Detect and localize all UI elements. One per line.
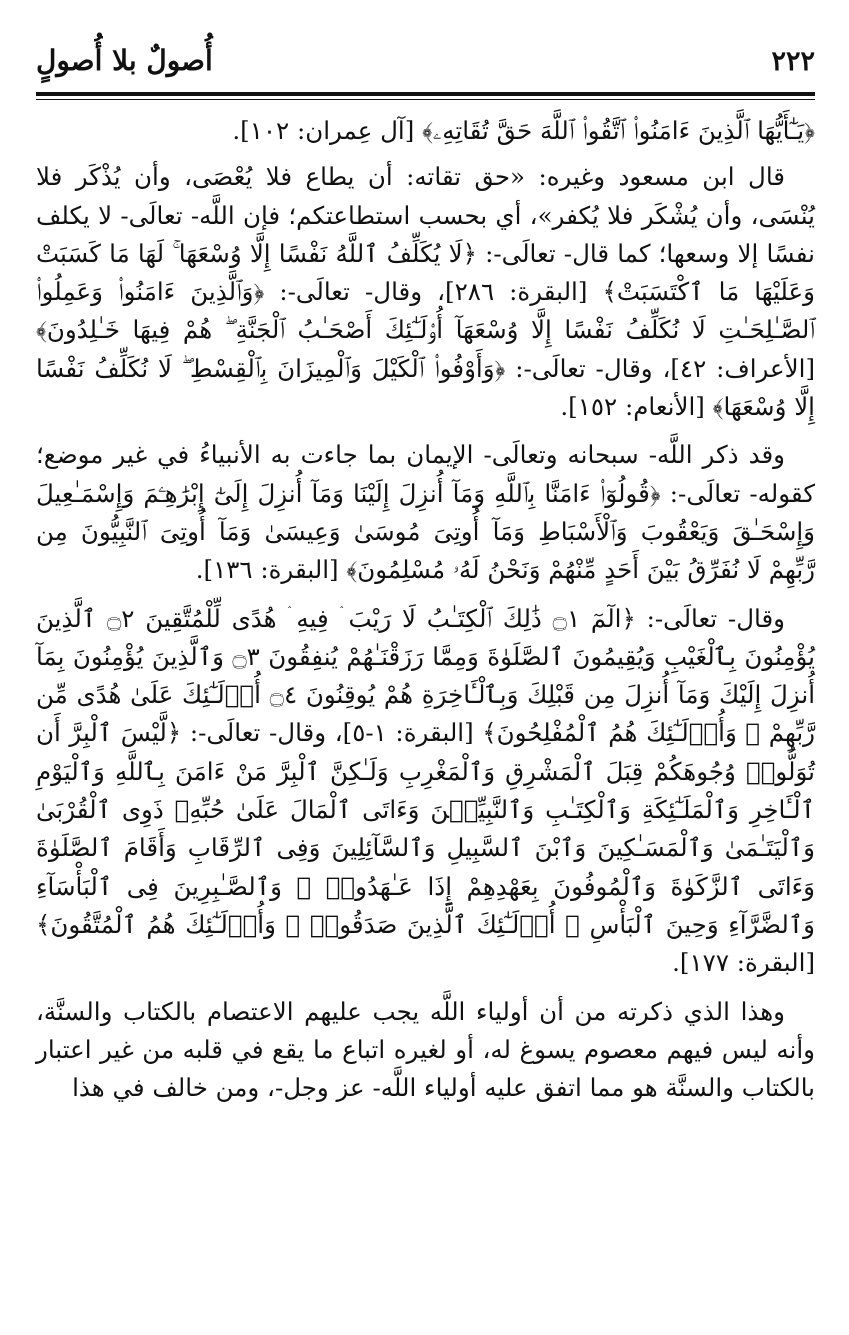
- page-number: ٢٢٢: [771, 46, 815, 77]
- paragraph-5: وهذا الذي ذكرته من أن أولياء اللَّه يجب عليهم الاعتصام بالكتاب والسنَّة، وأنه ليس فيهم معصوم يسوغ له، أو لغيره اتباع ما يقع في قلبه من غير اعتبار بالكتاب والسنَّة هو مما اتفق عليه أولياء اللَّه- عز وجل-، ومن خالف في هذا: [36, 996, 815, 1103]
- paragraph-4: وقال- تعالَى-: ﴿الٓمٓ ۝١ ذَٰلِكَ ٱلْكِتَـٰبُ لَا رَيْبَ ۛ فِيهِ ۛ هُدًى لِّلْمُتَّقِينَ ۝٢ ٱلَّذِينَ يُؤْمِنُونَ بِٱلْغَيْبِ وَيُقِيمُونَ ٱلصَّلَوٰةَ وَمِمَّا رَزَقْنَـٰهُمْ يُنفِقُونَ ۝٣ وَٱلَّذِينَ يُؤْمِنُونَ بِمَآ أُنزِلَ إِلَيْكَ وَمَآ أُنزِلَ مِن قَبْلِكَ وَبِٱلْـَٔاخِرَةِ هُمْ يُوقِنُونَ ۝٤ أُو۟لَـٰٓئِكَ عَلَىٰ هُدًى مِّن رَّبِّهِمْ ۖ وَأُو۟لَـٰٓئِكَ هُمُ ٱلْمُفْلِحُونَ﴾ [البقرة: ١-٥]، وقال- تعالَى-: ﴿لَّيْسَ ٱلْبِرَّ أَن تُوَلُّوا۟ وُجُوهَكُمْ قِبَلَ ٱلْمَشْرِقِ وَٱلْمَغْرِبِ وَلَـٰكِنَّ ٱلْبِرَّ مَنْ ءَامَنَ بِٱللَّهِ وَٱلْيَوْمِ ٱلْـَٔاخِرِ وَٱلْمَلَـٰٓئِكَةِ وَٱلْكِتَـٰبِ وَٱلنَّبِيِّـۧنَ وَءَاتَى ٱلْمَالَ عَلَىٰ حُبِّهِۦ ذَوِى ٱلْقُرْبَىٰ وَٱلْيَتَـٰمَىٰ وَٱلْمَسَـٰكِينَ وَٱبْنَ ٱلسَّبِيلِ وَٱلسَّآئِلِينَ وَفِى ٱلرِّقَابِ وَأَقَامَ ٱلصَّلَوٰةَ وَءَاتَى ٱلزَّكَوٰةَ وَٱلْمُوفُونَ بِعَهْدِهِمْ إِذَا عَـٰهَدُوا۟ ۖ وَٱلصَّـٰبِرِينَ فِى ٱلْبَأْسَآءِ وَٱلضَّرَّآءِ وَحِينَ ٱلْبَأْسِ ۗ أُو۟لَـٰٓئِكَ ٱلَّذِينَ صَدَقُوا۟ ۖ وَأُو۟لَـٰٓئِكَ هُمُ ٱلْمُتَّقُونَ﴾ [البقرة: ١٧٧].: [36, 603, 816, 978]
- paragraph-1: ﴿يَـٰٓأَيُّهَا ٱلَّذِينَ ءَامَنُوا۟ ٱتَّقُوا۟ ٱللَّهَ حَقَّ تُقَاتِهِۦ﴾ [آل عِمران: ١٠٢].: [232, 116, 815, 145]
- paragraph-2: قال ابن مسعود وغيره: «حق تقاته: أن يطاع فلا يُعْصَى، وأن يُذْكَر فلا يُنْسَى، وأن يُشْكَر فلا يُكفر»، أي بحسب استطاعتكم؛ فإن اللَّه- تعالَى- لا يكلف نفسًا إلا وسعها؛ كما قال- تعالَى-: ﴿لَا يُكَلِّفُ ٱللَّهُ نَفْسًا إِلَّا وُسْعَهَا ۚ لَهَا مَا كَسَبَتْ وَعَلَيْهَا مَا ٱكْتَسَبَتْ﴾ [البقرة: ٢٨٦]، وقال- تعالَى-: ﴿وَٱلَّذِينَ ءَامَنُوا۟ وَعَمِلُوا۟ ٱلصَّـٰلِحَـٰتِ لَا نُكَلِّفُ نَفْسًا إِلَّا وُسْعَهَآ أُو۟لَـٰٓئِكَ أَصْحَـٰبُ ٱلْجَنَّةِ ۖ هُمْ فِيهَا خَـٰلِدُونَ﴾ [الأعراف: ٤٢]، وقال- تعالَى-: ﴿وَأَوْفُوا۟ ٱلْكَيْلَ وَٱلْمِيزَانَ بِٱلْقِسْطِ ۖ لَا نُكَلِّفُ نَفْسًا إِلَّا وُسْعَهَا﴾ [الأنعام: ١٥٢].: [36, 162, 815, 422]
- paragraph-3: وقد ذكر اللَّه- سبحانه وتعالَى- الإيمان بما جاءت به الأنبياءُ في غير موضع؛ كقوله- تعالَى-: ﴿قُولُوٓا۟ ءَامَنَّا بِٱللَّهِ وَمَآ أُنزِلَ إِلَيْنَا وَمَآ أُنزِلَ إِلَىٰٓ إِبْرَٰهِـۧمَ وَإِسْمَـٰعِيلَ وَإِسْحَـٰقَ وَيَعْقُوبَ وَٱلْأَسْبَاطِ وَمَآ أُوتِىَ مُوسَىٰ وَعِيسَىٰ وَمَآ أُوتِىَ ٱلنَّبِيُّونَ مِن رَّبِّهِمْ لَا نُفَرِّقُ بَيْنَ أَحَدٍ مِّنْهُمْ وَنَحْنُ لَهُۥ مُسْلِمُونَ﴾ [البقرة: ١٣٦].: [36, 440, 815, 585]
- body-text: [36, 112, 815, 1117]
- header-rule-thin: [36, 99, 815, 100]
- page-header: [36, 42, 815, 86]
- header-rule-thick: [36, 92, 815, 96]
- running-title: أُصولٌ بلا أُصولٍ: [36, 44, 213, 77]
